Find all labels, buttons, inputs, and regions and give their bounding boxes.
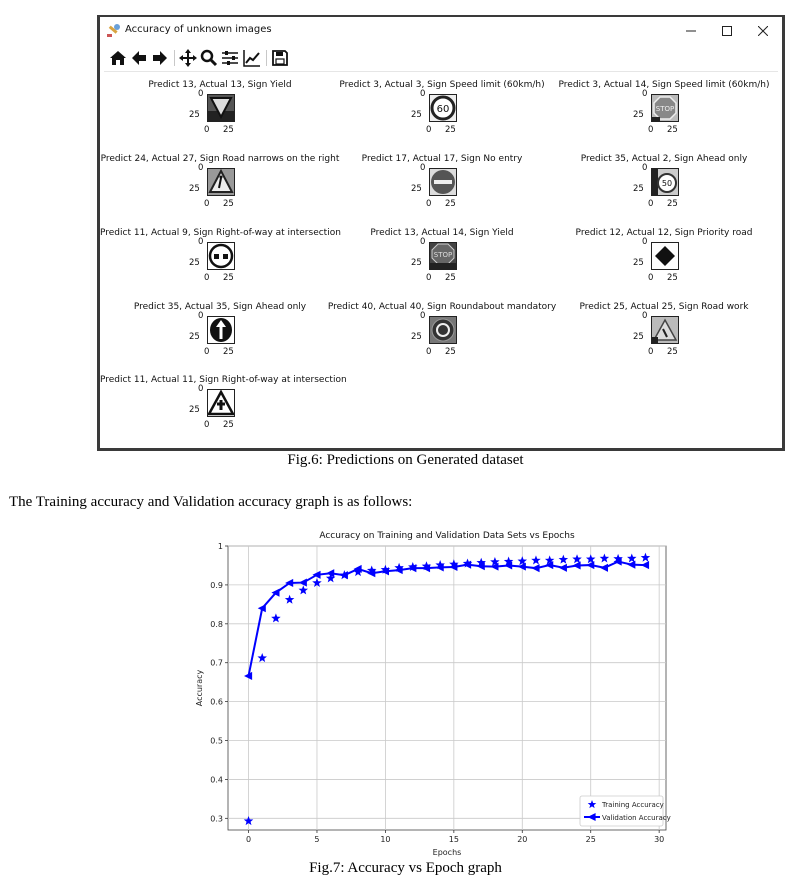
y-tick-label: 25 bbox=[633, 184, 644, 194]
y-tick-label: 0 bbox=[198, 237, 204, 247]
x-tick-label: 0 bbox=[648, 125, 654, 135]
prediction-subplot bbox=[322, 80, 562, 152]
y-tick-label: 25 bbox=[411, 258, 422, 268]
minimize-icon bbox=[686, 26, 696, 36]
x-tick-label: 25 bbox=[445, 347, 456, 357]
body-paragraph: The Training accuracy and Validation accuracy graph is as follows: bbox=[9, 494, 413, 510]
accuracy-chart bbox=[190, 524, 680, 860]
prediction-title: Predict 25, Actual 25, Sign Road work bbox=[579, 302, 749, 312]
toolbar-separator bbox=[266, 50, 267, 66]
x-tick-label: 0 bbox=[204, 347, 210, 357]
save-button[interactable] bbox=[270, 48, 290, 68]
y-tick-label: 0.7 bbox=[210, 658, 223, 668]
traffic-sign-image bbox=[429, 94, 457, 122]
y-tick-label: 1 bbox=[217, 542, 223, 551]
prediction-subplot bbox=[322, 302, 562, 374]
y-tick-label: 0 bbox=[420, 89, 426, 99]
prediction-subplot bbox=[100, 154, 340, 226]
matplotlib-window bbox=[97, 15, 785, 451]
svg-text:STOP: STOP bbox=[655, 105, 675, 113]
y-tick-label: 0 bbox=[420, 163, 426, 173]
prediction-subplot bbox=[544, 80, 784, 152]
prediction-subplot bbox=[322, 228, 562, 300]
svg-text:60: 60 bbox=[436, 104, 450, 115]
prediction-subplot bbox=[100, 228, 340, 300]
x-tick-label: 25 bbox=[223, 273, 234, 283]
home-button[interactable] bbox=[108, 48, 128, 68]
y-tick-label: 0 bbox=[198, 89, 204, 99]
x-tick-label: 20 bbox=[517, 835, 528, 844]
prediction-title: Predict 35, Actual 35, Sign Ahead only bbox=[133, 302, 307, 312]
y-tick-label: 25 bbox=[189, 258, 200, 268]
close-button[interactable] bbox=[746, 19, 780, 43]
x-tick-label: 25 bbox=[223, 420, 234, 430]
prediction-title: Predict 12, Actual 12, Sign Priority road bbox=[575, 228, 753, 238]
x-tick-label: 25 bbox=[445, 273, 456, 283]
x-tick-label: 25 bbox=[585, 835, 596, 844]
x-tick-label: 25 bbox=[667, 347, 678, 357]
x-tick-label: 0 bbox=[426, 273, 432, 283]
traffic-sign-image bbox=[651, 168, 679, 196]
x-tick-label: 25 bbox=[223, 199, 234, 209]
save-icon bbox=[271, 49, 289, 67]
y-tick-label: 0 bbox=[198, 311, 204, 321]
x-tick-label: 0 bbox=[648, 199, 654, 209]
plot-area bbox=[228, 546, 666, 830]
forward-arrow-icon bbox=[151, 49, 169, 67]
navigation-toolbar bbox=[104, 45, 778, 72]
y-tick-label: 25 bbox=[189, 110, 200, 120]
y-tick-label: 0 bbox=[642, 311, 648, 321]
traffic-sign-image bbox=[207, 242, 235, 270]
y-tick-label: 25 bbox=[411, 332, 422, 342]
prediction-subplot bbox=[100, 302, 340, 374]
maximize-button[interactable] bbox=[710, 19, 744, 43]
x-tick-label: 25 bbox=[667, 273, 678, 283]
prediction-title: Predict 3, Actual 3, Sign Speed limit (60km/h) bbox=[339, 80, 545, 90]
traffic-sign-image bbox=[651, 316, 679, 344]
prediction-subplot bbox=[322, 154, 562, 226]
traffic-sign-image bbox=[207, 94, 235, 122]
window-title: Accuracy of unknown images bbox=[125, 24, 272, 35]
x-tick-label: 10 bbox=[380, 835, 391, 844]
x-tick-label: 5 bbox=[314, 835, 320, 844]
y-tick-label: 25 bbox=[189, 405, 200, 415]
y-tick-label: 25 bbox=[633, 258, 644, 268]
close-icon bbox=[758, 26, 768, 36]
x-tick-label: 25 bbox=[667, 199, 678, 209]
y-tick-label: 0.6 bbox=[210, 697, 223, 707]
y-axis-label: Accuracy bbox=[195, 669, 204, 707]
edit-axis-icon bbox=[243, 49, 261, 67]
figure7-caption: Fig.7: Accuracy vs Epoch graph bbox=[309, 860, 502, 876]
svg-text:STOP: STOP bbox=[433, 251, 453, 259]
prediction-subplot bbox=[544, 228, 784, 300]
traffic-sign-image bbox=[429, 168, 457, 196]
prediction-title: Predict 24, Actual 27, Sign Road narrows on the right bbox=[100, 154, 340, 164]
y-tick-label: 25 bbox=[411, 110, 422, 120]
app-icon bbox=[106, 23, 122, 39]
y-tick-label: 0.8 bbox=[210, 619, 223, 629]
legend-training-label: Training Accuracy bbox=[602, 801, 664, 809]
x-tick-label: 15 bbox=[448, 835, 459, 844]
y-tick-label: 0.5 bbox=[210, 736, 223, 746]
y-tick-label: 25 bbox=[189, 184, 200, 194]
forward-button[interactable] bbox=[150, 48, 170, 68]
prediction-title: Predict 11, Actual 11, Sign Right-of-way at intersection bbox=[100, 375, 347, 385]
y-tick-label: 0 bbox=[642, 89, 648, 99]
traffic-sign-image bbox=[207, 389, 235, 417]
pan-button[interactable] bbox=[178, 48, 198, 68]
y-tick-label: 0 bbox=[420, 311, 426, 321]
prediction-title: Predict 13, Actual 13, Sign Yield bbox=[148, 80, 292, 90]
back-button[interactable] bbox=[129, 48, 149, 68]
edit-axis-button[interactable] bbox=[242, 48, 262, 68]
y-tick-label: 0.3 bbox=[210, 814, 223, 824]
toolbar-separator bbox=[174, 50, 175, 66]
figure6-caption: Fig.6: Predictions on Generated dataset bbox=[287, 452, 524, 468]
figure-canvas bbox=[100, 72, 782, 448]
y-tick-label: 0.4 bbox=[210, 775, 223, 785]
maximize-icon bbox=[722, 26, 732, 36]
prediction-subplot bbox=[544, 302, 784, 374]
traffic-sign-image bbox=[207, 168, 235, 196]
y-tick-label: 0.9 bbox=[210, 580, 223, 590]
svg-text:50: 50 bbox=[661, 179, 673, 188]
y-tick-label: 25 bbox=[189, 332, 200, 342]
y-tick-label: 0 bbox=[642, 237, 648, 247]
prediction-title: Predict 13, Actual 14, Sign Yield bbox=[370, 228, 514, 238]
prediction-subplot bbox=[100, 80, 340, 152]
legend-validation-label: Validation Accuracy bbox=[602, 814, 671, 822]
window-titlebar[interactable] bbox=[100, 17, 782, 45]
y-tick-label: 0 bbox=[198, 163, 204, 173]
zoom-icon bbox=[200, 49, 218, 67]
x-axis-label: Epochs bbox=[432, 848, 462, 857]
x-tick-label: 0 bbox=[245, 835, 252, 844]
y-tick-label: 25 bbox=[633, 110, 644, 120]
back-arrow-icon bbox=[130, 49, 148, 67]
x-tick-label: 25 bbox=[445, 125, 456, 135]
x-tick-label: 0 bbox=[648, 347, 654, 357]
y-tick-label: 0 bbox=[420, 237, 426, 247]
y-tick-label: 0 bbox=[642, 163, 648, 173]
x-tick-label: 0 bbox=[426, 347, 432, 357]
prediction-title: Predict 35, Actual 2, Sign Ahead only bbox=[580, 154, 748, 164]
x-tick-label: 25 bbox=[667, 125, 678, 135]
prediction-subplot bbox=[100, 375, 347, 447]
x-tick-label: 25 bbox=[223, 347, 234, 357]
traffic-sign-image bbox=[651, 242, 679, 270]
x-tick-label: 0 bbox=[426, 199, 432, 209]
y-tick-label: 25 bbox=[633, 332, 644, 342]
x-tick-label: 30 bbox=[654, 835, 665, 844]
traffic-sign-image bbox=[429, 316, 457, 344]
traffic-sign-image bbox=[207, 316, 235, 344]
x-tick-label: 25 bbox=[223, 125, 234, 135]
x-tick-label: 25 bbox=[445, 199, 456, 209]
prediction-subplot bbox=[544, 154, 784, 226]
configure-subplots-button[interactable] bbox=[220, 48, 240, 68]
x-tick-label: 0 bbox=[204, 199, 210, 209]
y-tick-label: 0 bbox=[198, 384, 204, 394]
y-tick-label: 25 bbox=[411, 184, 422, 194]
x-tick-label: 0 bbox=[648, 273, 654, 283]
x-tick-label: 0 bbox=[204, 125, 210, 135]
x-tick-label: 0 bbox=[426, 125, 432, 135]
traffic-sign-image bbox=[429, 242, 457, 270]
x-tick-label: 0 bbox=[204, 420, 210, 430]
pan-icon bbox=[179, 49, 197, 67]
prediction-title: Predict 17, Actual 17, Sign No entry bbox=[361, 154, 523, 164]
chart-title: Accuracy on Training and Validation Data Sets vs Epochs bbox=[319, 531, 575, 541]
prediction-title: Predict 3, Actual 14, Sign Speed limit (60km/h) bbox=[558, 80, 770, 90]
prediction-title: Predict 40, Actual 40, Sign Roundabout mandatory bbox=[327, 302, 557, 312]
configure-subplots-icon bbox=[221, 49, 239, 67]
zoom-button[interactable] bbox=[199, 48, 219, 68]
x-tick-label: 0 bbox=[204, 273, 210, 283]
minimize-button[interactable] bbox=[674, 19, 708, 43]
home-icon bbox=[109, 49, 127, 67]
prediction-title: Predict 11, Actual 9, Sign Right-of-way at intersection bbox=[100, 228, 341, 238]
traffic-sign-image bbox=[651, 94, 679, 122]
